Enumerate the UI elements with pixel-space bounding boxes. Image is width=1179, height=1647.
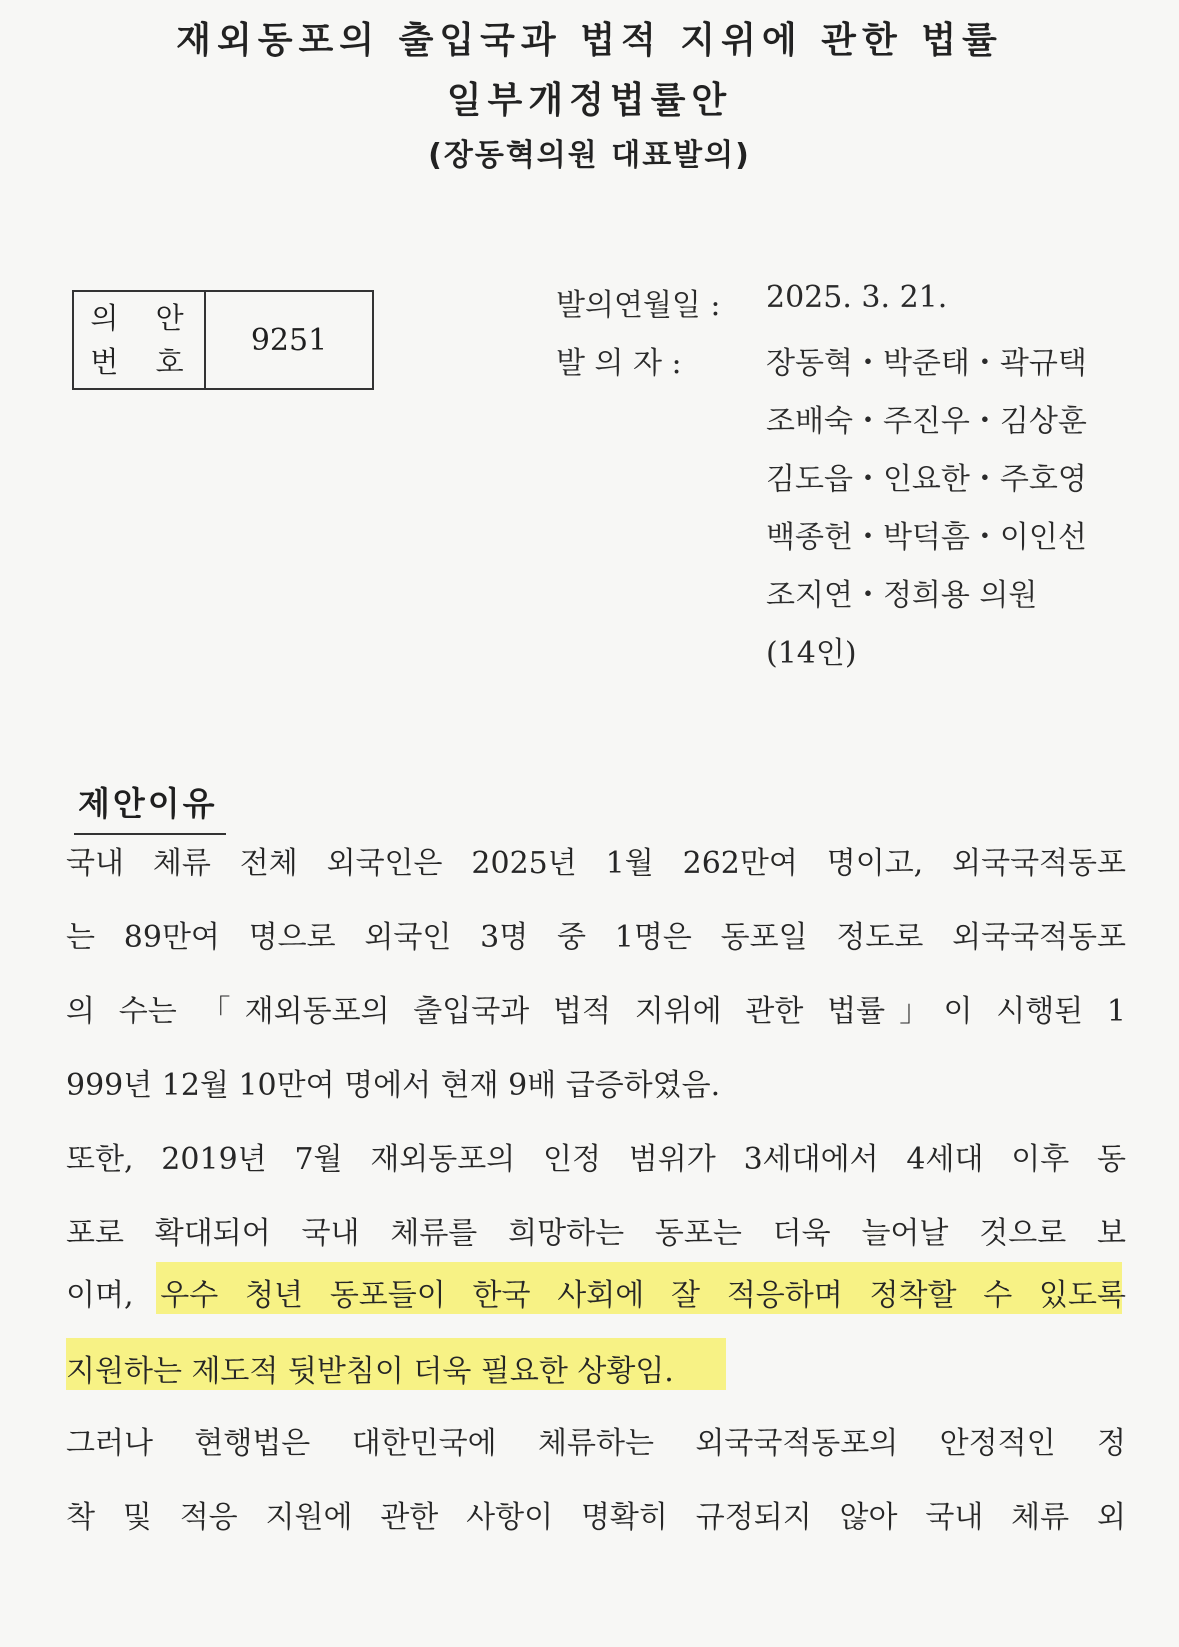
body-line: 이며, 우수 청년 동포들이 한국 사회에 잘 적응하며 정착할 수 있도록: [66, 1278, 1126, 1313]
bill-number-label-line2: 번 호: [90, 345, 198, 379]
date-value: 2025. 3. 21.: [766, 280, 948, 315]
sponsor-note: (장동혁의원 대표발의): [428, 138, 751, 173]
bill-number-box: [72, 290, 374, 390]
body-line: 의 수는 「재외동포의 출입국과 법적 지위에 관한 법률」이 시행된 1: [66, 994, 1126, 1029]
proposer-line: 조지연・정희용 의원: [766, 578, 1038, 613]
proposer-label: 발 의 자 :: [556, 346, 682, 381]
body-line: 또한, 2019년 7월 재외동포의 인정 범위가 3세대에서 4세대 이후 동: [66, 1142, 1126, 1177]
body-line: 그러나 현행법은 대한민국에 체류하는 외국국적동포의 안정적인 정: [66, 1426, 1126, 1461]
document-subtitle: 일부개정법률안: [446, 80, 733, 121]
body-line: 지원하는 제도적 뒷받침이 더욱 필요한 상황임.: [66, 1354, 674, 1389]
proposer-line: 백종헌・박덕흠・이인선: [766, 520, 1087, 555]
body-line: 999년 12월 10만여 명에서 현재 9배 급증하였음.: [66, 1068, 721, 1103]
body-line: 포로 확대되어 국내 체류를 희망하는 동포는 더욱 늘어날 것으로 보: [66, 1216, 1126, 1251]
bill-number-value: 9251: [250, 322, 328, 358]
proposer-line: 장동혁・박준태・곽규택: [766, 346, 1087, 381]
bill-number-label: [74, 292, 206, 388]
section-heading: 제안이유: [74, 778, 226, 835]
body-line: 국내 체류 전체 외국인은 2025년 1월 262만여 명이고, 외국국적동포: [66, 846, 1126, 881]
body-line: 는 89만여 명으로 외국인 3명 중 1명은 동포일 정도로 외국국적동포: [66, 920, 1126, 955]
proposer-line: 김도읍・인요한・주호영: [766, 462, 1087, 497]
bill-number-label-line1: 의 안: [90, 301, 198, 335]
document-title: 재외동포의 출입국과 법적 지위에 관한 법률: [176, 20, 1003, 61]
date-label: 발의연월일 :: [556, 288, 721, 323]
body-line: 착 및 적응 지원에 관한 사항이 명확히 규정되지 않아 국내 체류 외: [66, 1500, 1126, 1535]
proposer-count: (14인): [766, 636, 857, 671]
proposer-line: 조배숙・주진우・김상훈: [766, 404, 1087, 439]
